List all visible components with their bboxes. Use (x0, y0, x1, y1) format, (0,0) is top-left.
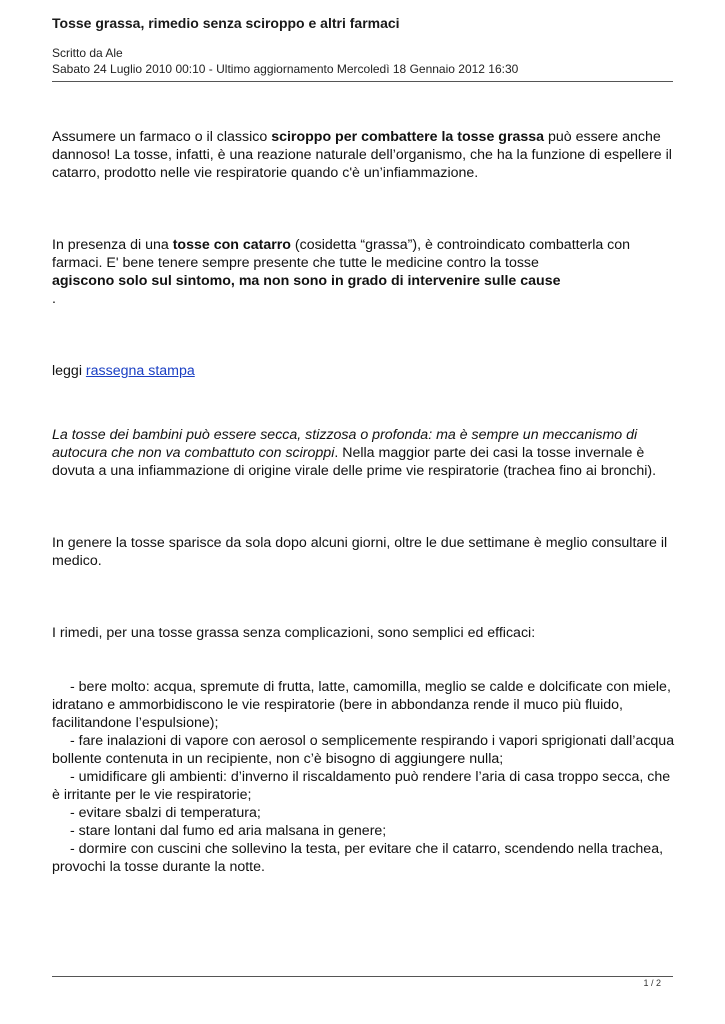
text-span: Assumere un farmaco o il classico (52, 129, 272, 145)
list-item: - bere molto: acqua, spremute di frutta, latte, camomilla, meglio se calde e dolcificate con miele, idratano e ammorbidiscono le vie respiratorie (bere in abbondanza rende il muco più fluido, facilitandone l’espulsione); (52, 679, 671, 731)
author-line: Scritto da Ale (52, 46, 123, 60)
bold-span: tosse con catarro (172, 237, 291, 253)
italic-span: La tosse dei bambini può essere secca, stizzosa o profonda: ma è sempre un meccanismo di autocura che non va combattuto con sciroppi (52, 427, 638, 461)
paragraph-catarro (52, 236, 677, 308)
list-item: - dormire con cuscini che sollevino la testa, per evitare che il catarro, scendendo nella trachea, provochi la tosse durante la notte. (52, 841, 664, 875)
list-item: - umidificare gli ambienti: d’inverno il riscaldamento può rendere l’aria di casa troppo secca, che è irritante per le vie respiratorie; (52, 769, 671, 803)
page-number: 1 / 2 (643, 978, 661, 988)
bold-span: agiscono solo sul sintomo, ma non sono in grado di intervenire sulle cause (52, 273, 561, 289)
header-divider (52, 81, 673, 82)
text-span: . Nella maggior parte dei casi la tosse invernale è dovuta a una infiammazione di origine virale delle prime vie respiratorie (trachea fino ai bronchi). (52, 445, 657, 479)
paragraph-bambini (52, 426, 677, 480)
list-item: - fare inalazioni di vapore con aerosol o semplicemente respirando i vapori sprigionati dall’acqua bollente contenuta in un recipiente, non c’è bisogno di aggiungere nulla; (52, 733, 675, 767)
article-body (52, 128, 677, 876)
bold-span: sciroppo per combattere la tosse grassa (271, 129, 545, 145)
leggi-label: leggi (52, 363, 86, 379)
text-span: può essere anche dannoso! La tosse, infatti, è una reazione naturale dell’organismo, che ha la funzione di espellere il catarro, prodotto nelle vie respiratorie quando c'è un’infiammazione. (52, 129, 672, 181)
text-span: In presenza di una (52, 237, 173, 253)
paragraph-rimedi: I rimedi, per una tosse grassa senza complicazioni, sono semplici ed efficaci: (52, 625, 536, 641)
rassegna-stampa-link[interactable]: rassegna stampa (85, 363, 195, 379)
footer-divider (52, 976, 673, 977)
article-title: Tosse grassa, rimedio senza sciroppo e altri farmaci (52, 15, 400, 31)
paragraph-intro (52, 128, 677, 182)
text-span: . (52, 291, 56, 307)
list-item: - evitare sbalzi di temperatura; (70, 805, 261, 821)
remedies-list (52, 678, 677, 876)
paragraph-medico: In genere la tosse sparisce da sola dopo alcuni giorni, oltre le due settimane è meglio consultare il medico. (52, 535, 668, 569)
article-meta (52, 45, 518, 77)
list-item: - stare lontani dal fumo ed aria malsana in genere; (70, 823, 387, 839)
paragraph-leggi (52, 362, 677, 380)
text-span: (cosidetta “grassa”), è controindicato combatterla con farmaci. E' bene tenere sempre presente che tutte le medicine contro la tosse (52, 237, 631, 271)
date-line: Sabato 24 Luglio 2010 00:10 - Ultimo aggiornamento Mercoledì 18 Gennaio 2012 16:30 (52, 62, 519, 76)
